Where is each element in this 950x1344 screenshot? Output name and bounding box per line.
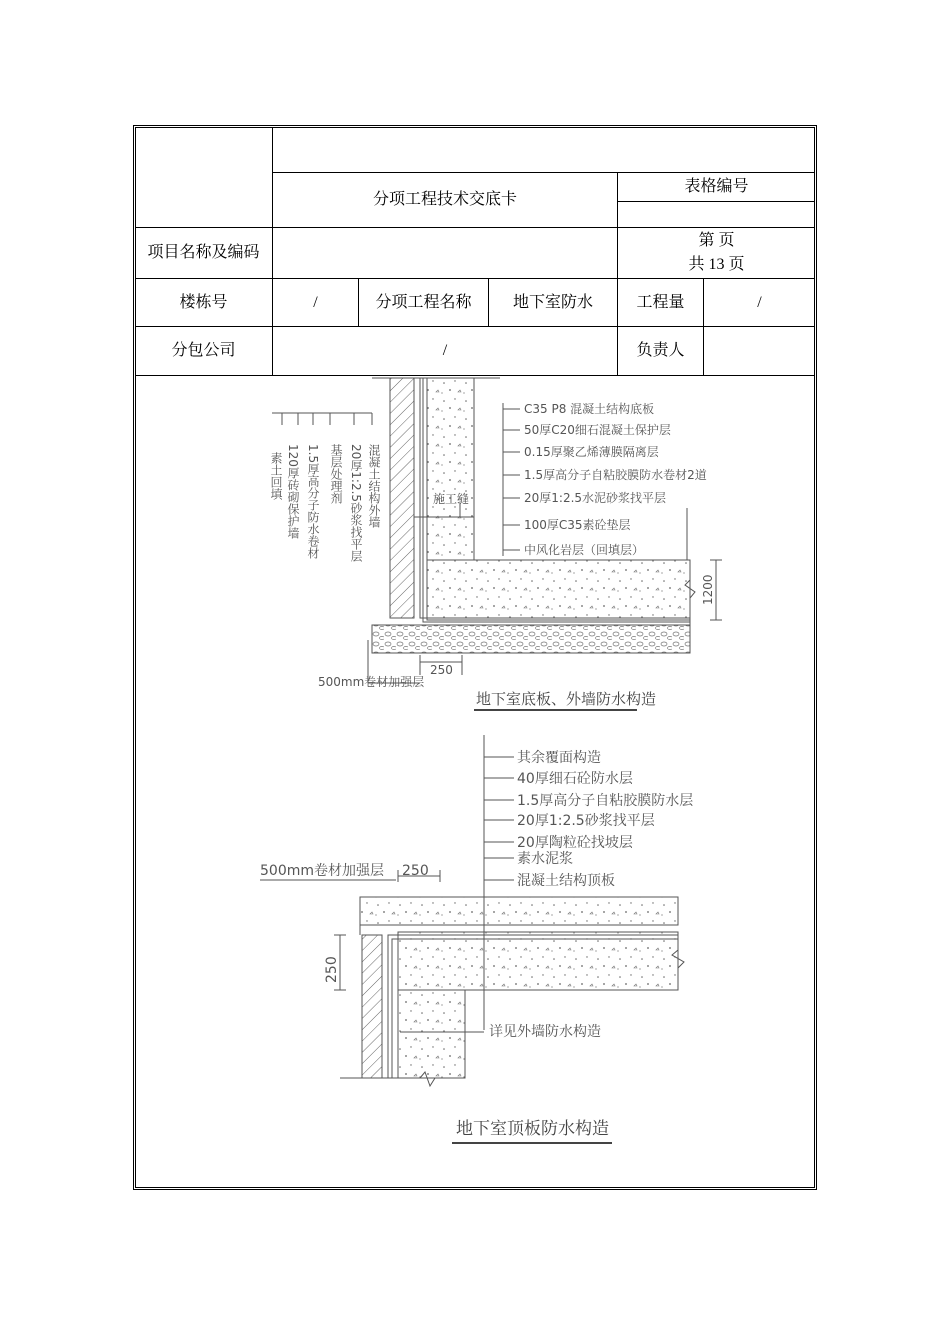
right-label-1: C35 P8 混凝土结构底板	[524, 402, 655, 416]
dim-250-floor: 250	[430, 663, 453, 677]
roof-label-1: 其余覆面构造	[517, 750, 601, 766]
roof-slab	[398, 932, 678, 990]
drawing1-title: 地下室底板、外墙防水构造	[476, 690, 657, 708]
right-label-4: 1.5厚高分子自粘胶膜防水卷材2道	[524, 468, 707, 482]
left-label-1: 素土回填	[269, 452, 283, 500]
basement-roof-detail	[260, 735, 693, 1143]
total-pages: 共 13 页	[688, 256, 745, 273]
roof-label-5: 20厚陶粒砼找坡层	[517, 835, 633, 851]
right-label-2: 50厚C20细石混凝土保护层	[524, 423, 671, 437]
floor-slab	[427, 560, 690, 620]
subitem-value: 地下室防水	[512, 293, 593, 311]
dim-250-top: 250	[402, 863, 429, 879]
building-value: /	[313, 293, 318, 311]
roof-outer-wall	[398, 990, 465, 1078]
right-label-7: 中风化岩层（回填层）	[524, 543, 645, 557]
quantity-value: /	[757, 293, 762, 311]
project-label: 项目名称及编码	[147, 244, 260, 261]
left-layer-labels	[269, 444, 381, 563]
left-label-3: 1.5厚高分子防水卷材	[306, 444, 320, 560]
right-layer-labels	[524, 401, 707, 557]
right-label-3: 0.15厚聚乙烯薄膜隔离层	[524, 445, 659, 459]
roof-label-3: 1.5厚高分子自粘胶膜防水层	[517, 793, 694, 809]
left-label-5: 20厚1:2.5砂浆找平层	[349, 444, 363, 563]
subitem-label: 分项工程名称	[375, 293, 472, 311]
basement-floor-wall-detail	[269, 378, 722, 710]
roof-brick-wall	[362, 935, 382, 1078]
subcontractor-value: /	[442, 342, 448, 359]
roof-label-6: 素水泥浆	[517, 851, 573, 867]
cushion-layer	[372, 625, 690, 653]
brick-protection-wall	[390, 378, 414, 618]
dim-250-side: 250	[324, 956, 340, 983]
reinforce-label-1: 500mm卷材加强层	[318, 675, 425, 689]
form-no-label: 表格编号	[684, 178, 749, 195]
owner-label: 负责人	[636, 342, 685, 359]
left-label-6: 混凝土结构外墙	[367, 444, 381, 528]
page-label: 第 页	[698, 232, 735, 249]
roof-finish-layer	[360, 897, 678, 925]
right-label-6: 100厚C35素砼垫层	[524, 518, 631, 532]
left-label-4: 基层处理剂	[329, 444, 343, 504]
drawing2-title: 地下室顶板防水构造	[456, 1119, 609, 1139]
construction-joint-label: 施工缝	[433, 492, 470, 506]
structural-outer-wall	[427, 378, 474, 560]
reinforce-label-2: 500mm卷材加强层	[260, 863, 384, 879]
roof-layer-labels	[517, 749, 693, 889]
roof-label-7: 混凝土结构顶板	[517, 873, 615, 889]
left-label-2: 120厚砖砌保护墙	[286, 444, 300, 539]
card-title: 分项工程技术交底卡	[372, 191, 517, 208]
quantity-label: 工程量	[636, 293, 685, 311]
dim-1200: 1200	[701, 574, 715, 605]
right-label-5: 20厚1:2.5水泥砂浆找平层	[524, 491, 667, 505]
building-label: 楼栋号	[179, 293, 228, 311]
subcontractor-label: 分包公司	[171, 342, 236, 359]
roof-label-2: 40厚细石砼防水层	[517, 771, 633, 787]
see-wall-detail-label: 详见外墙防水构造	[489, 1024, 601, 1040]
roof-label-4: 20厚1:2.5砂浆找平层	[517, 813, 655, 829]
